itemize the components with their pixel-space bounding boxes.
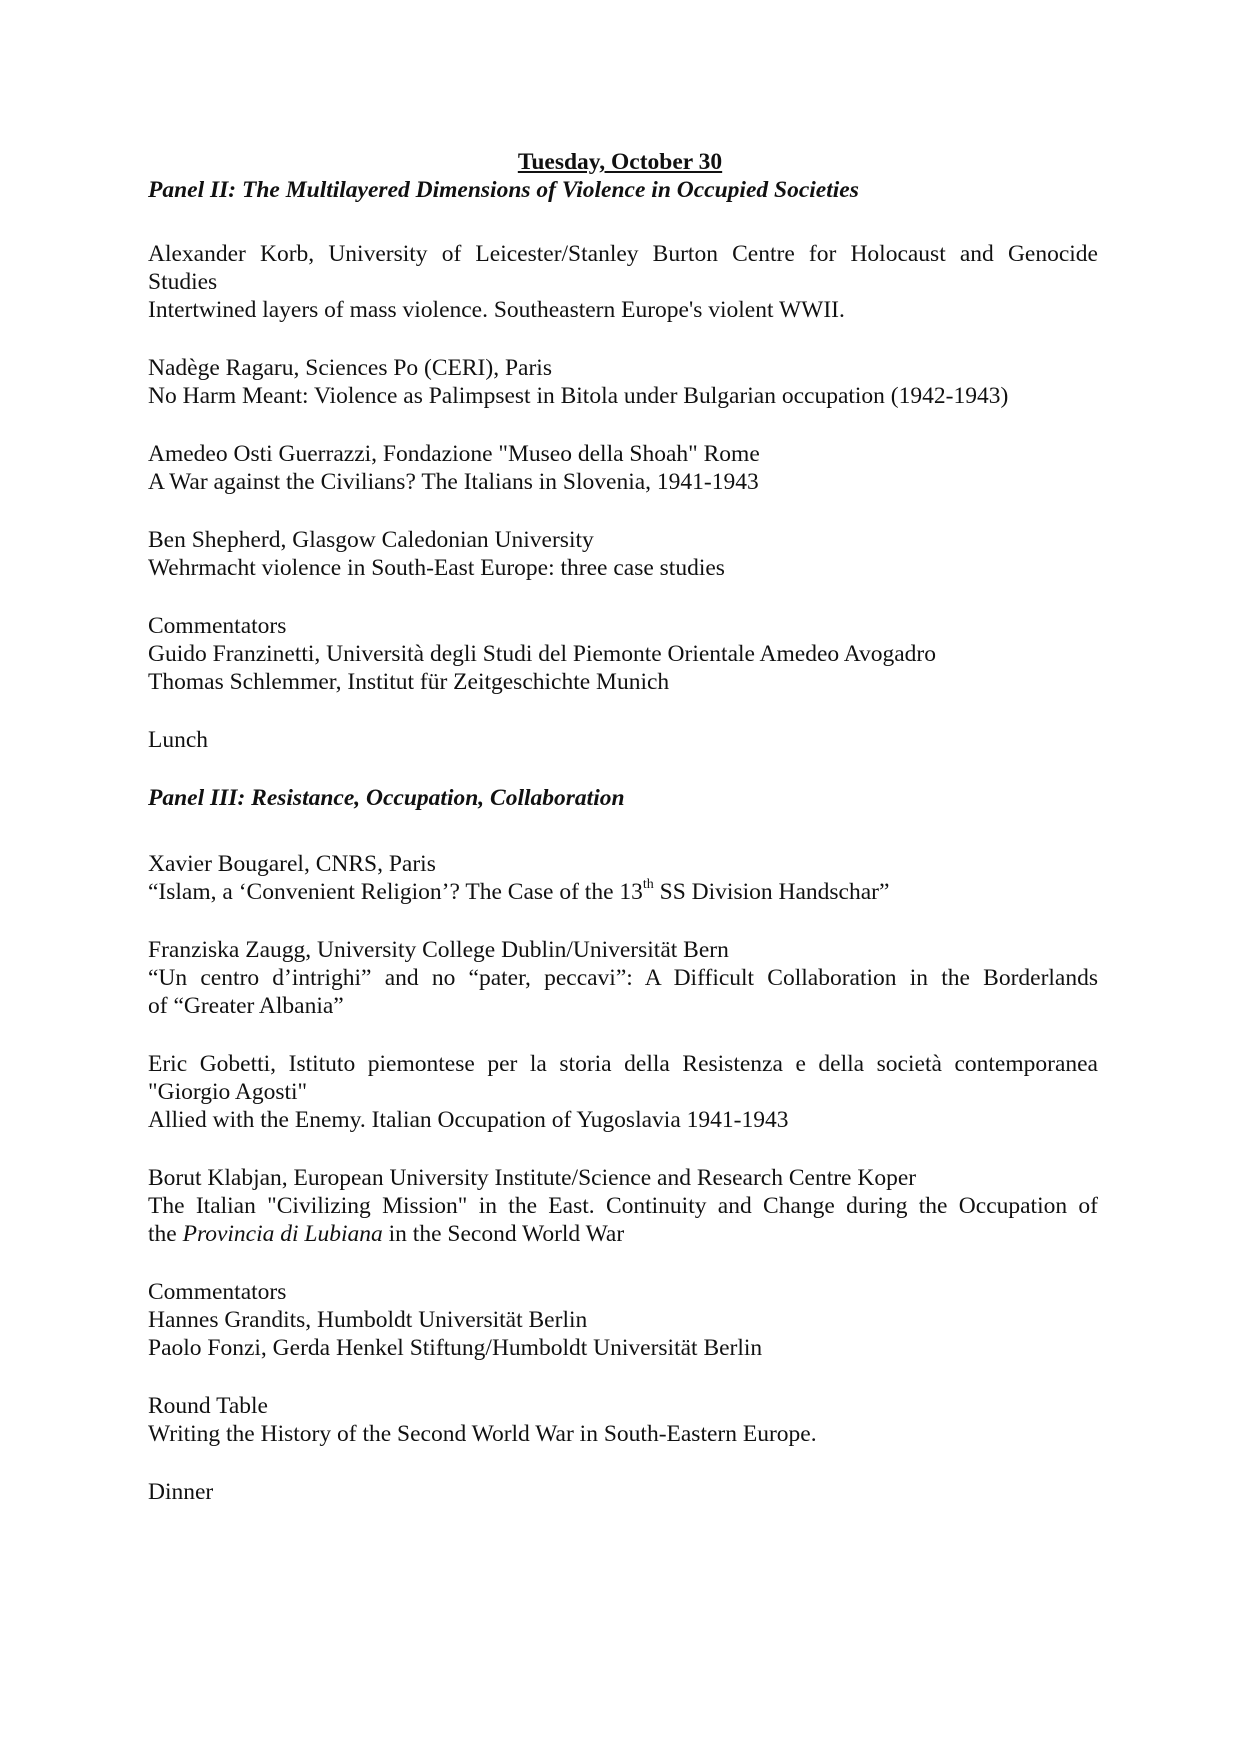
commentators-label: Commentators: [148, 1279, 287, 1305]
talk-title: No Harm Meant: Violence as Palimpsest in Bitola under Bulgarian occupation (1942-1943): [148, 383, 1009, 409]
talk-speaker: Amedeo Osti Guerrazzi, Fondazione "Museo della Shoah" Rome: [148, 441, 760, 467]
talk-speaker: Xavier Bougarel, CNRS, Paris: [148, 851, 436, 877]
talk-speaker: Franziska Zaugg, University College Dublin/Universität Bern: [148, 937, 729, 963]
talk-speaker-cont: Studies: [148, 269, 218, 295]
talk-title: Allied with the Enemy. Italian Occupation of Yugoslavia 1941-1943: [148, 1107, 789, 1133]
dinner-break: Dinner: [148, 1479, 214, 1505]
talk-speaker: Ben Shepherd, Glasgow Caledonian University: [148, 527, 594, 553]
round-table-title: Writing the History of the Second World War in South-Eastern Europe.: [148, 1421, 817, 1447]
commentator: Hannes Grandits, Humboldt Universität Berlin: [148, 1307, 588, 1333]
talk-speaker: Borut Klabjan, European University Institute/Science and Research Centre Koper: [148, 1165, 917, 1191]
talk-title: Intertwined layers of mass violence. Southeastern Europe's violent WWII.: [148, 297, 845, 323]
talk-speaker: Eric Gobetti, Istituto piemontese per la storia della Resistenza e della società contemporanea: [148, 1051, 1098, 1077]
day-heading: Tuesday, October 30: [517, 149, 723, 175]
commentator: Guido Franzinetti, Università degli Studi del Piemonte Orientale Amedeo Avogadro: [148, 641, 936, 667]
talk-speaker: Nadège Ragaru, Sciences Po (CERI), Paris: [148, 355, 552, 381]
lunch-break: Lunch: [148, 727, 209, 753]
talk-title-cont: the Provincia di Lubiana in the Second World War: [148, 1221, 625, 1247]
talk-title: “Islam, a ‘Convenient Religion’? The Case of the 13th SS Division Handschar”: [148, 877, 890, 905]
round-table-label: Round Table: [148, 1393, 268, 1419]
talk-title-cont: of “Greater Albania”: [148, 993, 344, 1019]
commentator: Thomas Schlemmer, Institut für Zeitgeschichte Munich: [148, 669, 670, 695]
talk-title: Wehrmacht violence in South-East Europe: three case studies: [148, 555, 725, 581]
commentator: Paolo Fonzi, Gerda Henkel Stiftung/Humboldt Universität Berlin: [148, 1335, 763, 1361]
commentators-label: Commentators: [148, 613, 287, 639]
panel-3-title: Panel III: Resistance, Occupation, Collaboration: [148, 785, 625, 811]
talk-title: “Un centro d’intrighi” and no “pater, peccavi”: A Difficult Collaboration in the Borderlands: [148, 965, 1098, 991]
panel-2-title: Panel II: The Multilayered Dimensions of Violence in Occupied Societies: [148, 177, 859, 203]
talk-title: A War against the Civilians? The Italians in Slovenia, 1941-1943: [148, 469, 759, 495]
talk-speaker-cont: "Giorgio Agosti": [148, 1079, 308, 1105]
talk-title: The Italian "Civilizing Mission" in the East. Continuity and Change during the Occupation of: [148, 1193, 1098, 1219]
talk-speaker: Alexander Korb, University of Leicester/Stanley Burton Centre for Holocaust and Genocide: [148, 241, 1098, 267]
